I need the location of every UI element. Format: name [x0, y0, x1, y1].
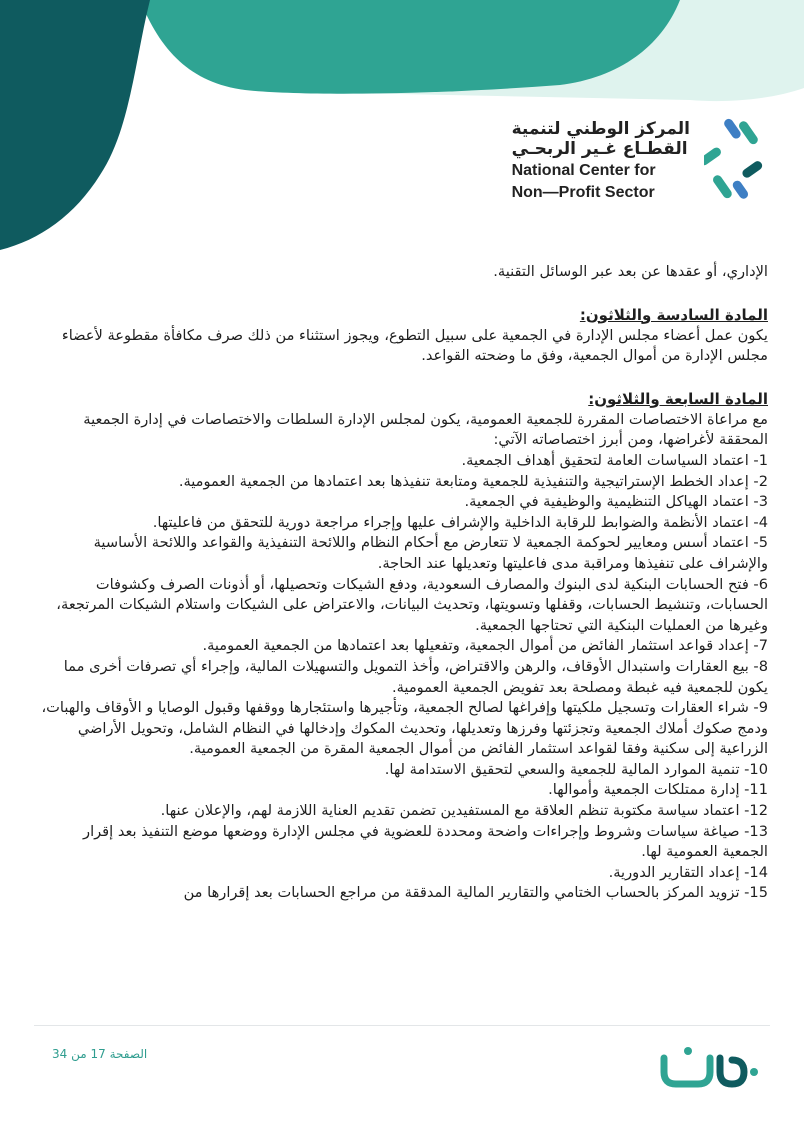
- intro-line: الإداري، أو عقدها عن بعد عبر الوسائل التقنية.: [493, 263, 768, 280]
- footer-divider: [34, 1025, 770, 1026]
- list-item: 13- صياغة سياسات وشروط وإجراءات واضحة ومحددة للعضوية في مجلس الإدارة ووضعها موضع التنفيذ بعد إقرار الجمعية العمومية لها.: [83, 822, 768, 861]
- list-item: 1- اعتماد السياسات العامة لتحقيق أهداف الجمعية.: [461, 451, 768, 469]
- ncnp-logo: [512, 118, 772, 204]
- ncnp-logo-icon: [704, 118, 772, 204]
- article-36-body: يكون عمل أعضاء مجلس الإدارة في الجمعية على سبيل التطوع، ويجوز استثناء من ذلك صرف مكافأة مقطوعة لأعضاء مجلس الإدارة من أموال الجمعية، وفق ما وضحته القواعد.: [61, 326, 768, 365]
- article-37-intro: مع مراعاة الاختصاصات المقررة للجمعية العمومية، يكون لمجلس الإدارة السلطات والاختصاصات في إدارة الجمعية المحققة لأغراضها، ومن أبرز اختصاصاته الآتي:: [83, 410, 768, 449]
- nawa-logo-icon: [658, 1046, 762, 1088]
- list-item: 2- إعداد الخطط الإستراتيجية والتنفيذية للجمعية ومتابعة تنفيذها بعد اعتمادها من الجمعية العمومية.: [178, 472, 768, 490]
- list-item: 10- تنمية الموارد المالية للجمعية والسعي لتحقيق الاستدامة لها.: [384, 760, 768, 778]
- dark-teal-corner-shape: [0, 0, 150, 250]
- nawa-brand-logo: [658, 1046, 762, 1092]
- list-item: 3- اعتماد الهياكل التنظيمية والوظيفية في الجمعية.: [464, 493, 768, 511]
- list-item: 6- فتح الحسابات البنكية لدى البنوك والمصارف السعودية، ودفع الشيكات وتحصيلها، أو أذونات الصرف وكشوفات الحسابات، وتنشيط الحسابات، وقفلها وتسويتها، وتحديث البيانات، والاعتراض على الشيكات واستلام الشيكات المرتجعة، وغيرها من العمليات البنكية التي تحتاجها الجمعية.: [56, 575, 768, 634]
- page-number: الصفحة 17 من 34: [52, 1047, 148, 1061]
- list-item: 5- اعتماد أسس ومعايير لحوكمة الجمعية لا تتعارض مع أحكام النظام واللائحة التنفيذية والقواعد واللائحة الأساسية والإشراف على تنفيذها ومراقبة مدى فاعليتها وتعديلها عند الحاجة.: [93, 534, 768, 572]
- list-item: 8- بيع العقارات واستبدال الأوقاف، والرهن والاقتراض، وأخذ التمويل والتسهيلات المالية، وإجراء أي تصرفات أخرى مما يكون للجمعية فيه غبطة ومصلحة بعد تفويض الجمعية العمومية.: [63, 657, 768, 696]
- logo-english-line2: Non—Profit Sector: [511, 184, 655, 201]
- list-item: 9- شراء العقارات وتسجيل ملكيتها وإفراغها لصالح الجمعية، وتأجيرها واستئجارها ووقفها وقبول الوصايا و الأوقاف والهبات، ودمج صكوك أملاك الجمعية وتجزئتها وفرزها وتعديلها، وتحديث المكوك وإدخالها في النظام الشامل، وتحويل الأراضي الزراعية إلى سكنية وفقا لقواعد استثمار الفائض من أموال الجمعية المقرة من الجمعية العمومية.: [41, 699, 768, 758]
- list-item: 7- إعداد قواعد استثمار الفائض من أموال الجمعية، وتفعيلها بعد اعتمادها من الجمعية العمومية.: [202, 637, 768, 655]
- article-37-heading: المادة السابعة والثلاثون:: [588, 389, 768, 408]
- logo-english-line1: National Center for: [511, 162, 656, 179]
- logo-arabic-line1: المركز الوطني لتنمية: [511, 119, 690, 139]
- list-item: 12- اعتماد سياسة مكتوبة تنظم العلاقة مع المستفيدين تضمن تقديم العناية اللازمة لهم، والإعلان عنها.: [160, 802, 768, 820]
- list-item: 15- تزويد المركز بالحساب الختامي والتقارير المالية المدققة من مراجع الحسابات بعد إقرارها من: [183, 884, 768, 902]
- list-item: 14- إعداد التقارير الدورية.: [608, 863, 768, 881]
- list-item: 11- إدارة ممتلكات الجمعية وأموالها.: [548, 781, 768, 799]
- document-content: [40, 262, 768, 904]
- article-36-heading: المادة السادسة والثلاثون:: [579, 305, 768, 324]
- list-item: 4- اعتماد الأنظمة والضوابط للرقابة الداخلية والإشراف عليها وإجراء مراجعة دورية للتحقق من فاعليتها.: [152, 513, 768, 531]
- logo-arabic-line2: القطـاع غـير الربحـي: [511, 139, 688, 159]
